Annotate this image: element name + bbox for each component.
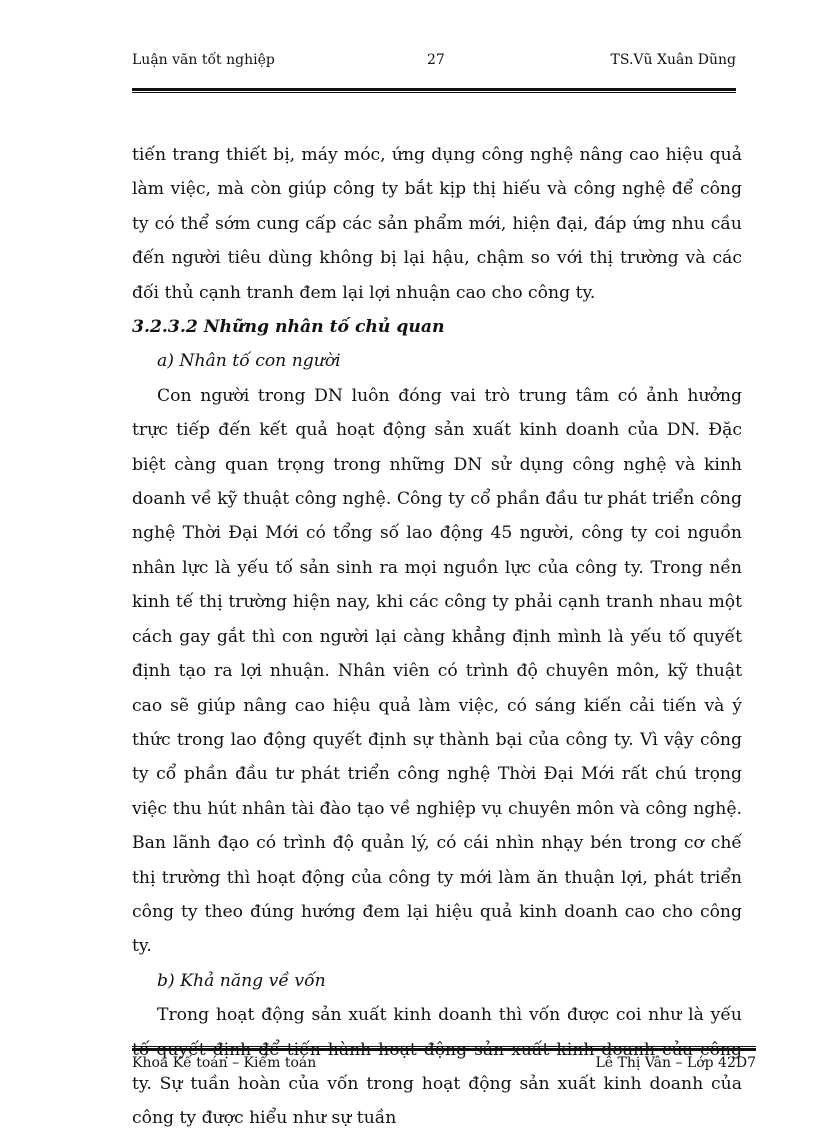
subheading-capital: b) Khả năng về vốn (157, 970, 326, 991)
header-thesis-title: Luận văn tốt nghiệp (132, 52, 275, 68)
header-divider (132, 88, 736, 93)
subheading-human-factor: a) Nhân tố con người (157, 351, 341, 372)
footer-author: Lê Thị Vân – Lớp 42D7 (595, 1055, 756, 1071)
paragraph-human-factor: Con người trong DN luôn đóng vai trò trung tâm có ảnh hưởng trực tiếp đến kết quả hoạt động sản xuất kinh doanh của DN. Đặc biệt càng quan trọng trong những DN sử dụng công nghệ và kinh doanh về kỹ thuật công nghệ. Công ty cổ phần đầu tư phát triển công nghệ Thời Đại Mới có tổng số lao động 45 người, công ty coi nguồn nhân lực là yếu tố sản sinh ra mọi nguồn lực của công ty. Trong nền kinh tế thị trường hiện nay, khi các công ty phải cạnh tranh nhau một cách gay gắt thì con người lại càng khẳng định mình là yếu tố quyết định tạo ra lợi nhuận. Nhân viên có trình độ chuyên môn, kỹ thuật cao sẽ giúp nâng cao hiệu quả làm việc, có sáng kiến cải tiến và ý thức trong lao động quyết định sự thành bại của công ty. Vì vậy công ty cổ phần đầu tư phát triển công nghệ Thời Đại Mới rất chú trọng việc thu hút nhân tài đào tạo về nghiệp vụ chuyên môn và công nghệ. Ban lãnh đạo có trình độ quản lý, có cái nhìn nhạy bén trong cơ chế thị trường thì hoạt động của công ty mới làm ăn thuận lợi, phát triển công ty theo đúng hướng đem lại hiệu quả kinh doanh cao cho công ty. (132, 385, 742, 957)
paragraph-capital: Trong hoạt động sản xuất kinh doanh thì vốn được coi như là yếu tố quyết định để tiến hành hoạt động sản xuất kinh doanh của công ty. Sự tuần hoàn của vốn trong hoạt động sản xuất kinh doanh của công ty được hiểu như sự tuần (132, 1005, 742, 1129)
footer-divider (132, 1046, 756, 1051)
page-number: 27 (427, 52, 445, 68)
document-body (132, 138, 742, 1136)
header-supervisor: TS.Vũ Xuân Dũng (610, 52, 736, 68)
paragraph-continuation: tiến trang thiết bị, máy móc, ứng dụng công nghệ nâng cao hiệu quả làm việc, mà còn giúp công ty bắt kịp thị hiếu và công nghệ để công ty có thể sớm cung cấp các sản phẩm mới, hiện đại, đáp ứng nhu cầu đến người tiêu dùng không bị lại hậu, chậm so với thị trường và các đối thủ cạnh tranh đem lại lợi nhuận cao cho công ty. (132, 145, 742, 303)
section-heading: 3.2.3.2 Những nhân tố chủ quan (132, 317, 445, 338)
footer-faculty: Khoa Kế toán – Kiểm toán (132, 1055, 317, 1071)
page-header (132, 52, 736, 74)
